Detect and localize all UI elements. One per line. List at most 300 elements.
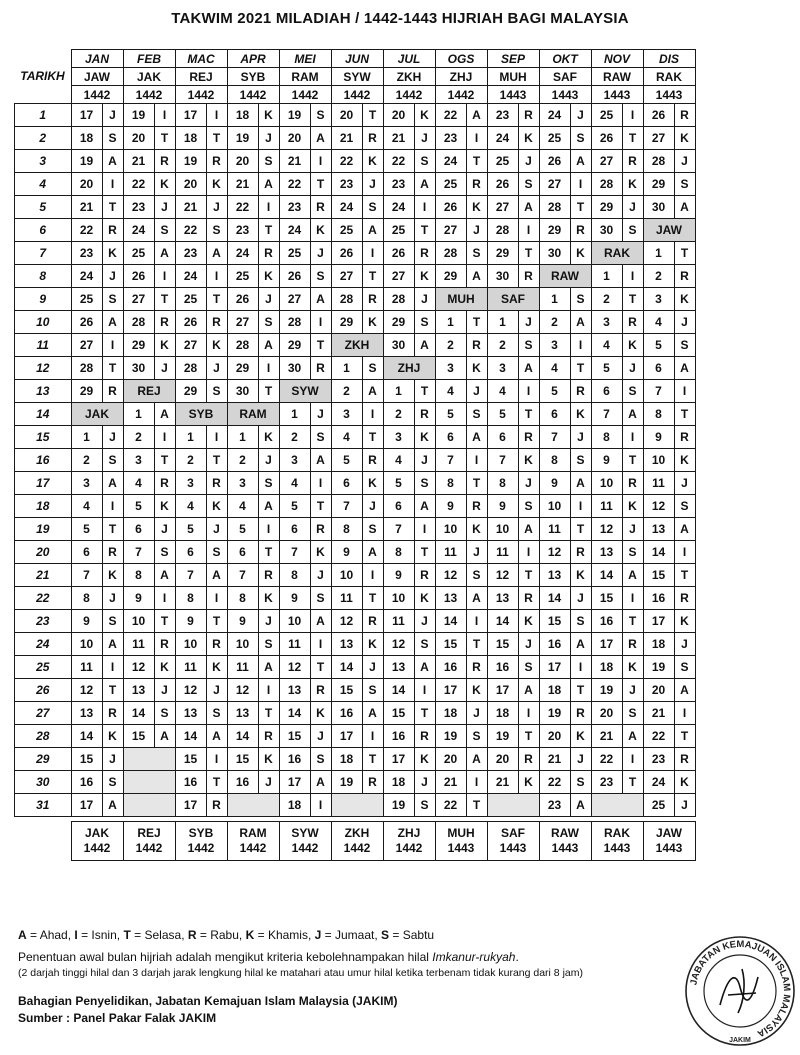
hijri-day-cell: 13 [175, 702, 206, 725]
legend-key: T [123, 928, 131, 942]
hijri-day-cell: 2 [331, 380, 362, 403]
weekday-cell: I [362, 403, 383, 426]
weekday-cell: J [674, 311, 695, 334]
hijri-day-cell: 21 [175, 196, 206, 219]
hijri-day-cell: 2 [279, 426, 310, 449]
legend-text: Khamis [267, 928, 308, 942]
hijri-day-cell: 12 [591, 518, 622, 541]
hijri-day-cell: 21 [643, 702, 674, 725]
hijri-day-cell: 3 [487, 357, 518, 380]
weekday-cell: T [310, 334, 331, 357]
weekday-cell: K [362, 633, 383, 656]
hijri-day-cell: 21 [123, 150, 154, 173]
hijri-day-cell: 15 [279, 725, 310, 748]
hijri-day-cell: 25 [539, 127, 570, 150]
hijri-day-cell: 29 [175, 380, 206, 403]
month-header-mei: MEI [279, 50, 331, 68]
legend-item: I = Isnin [74, 928, 117, 942]
hijri-day-cell: 9 [331, 541, 362, 564]
weekday-cell: S [674, 656, 695, 679]
weekday-cell: I [414, 518, 435, 541]
weekday-cell: J [414, 449, 435, 472]
hijri-day-cell: 16 [383, 725, 414, 748]
footer-month-name: MUH [447, 826, 475, 840]
hijri-day-cell: 24 [71, 265, 102, 288]
footer-month-cell [539, 822, 591, 861]
hijri-day-cell: 26 [71, 311, 102, 334]
hijri-day-cell: 15 [539, 610, 570, 633]
weekday-cell: A [310, 771, 331, 794]
weekday-cell: T [466, 794, 487, 817]
new-month-marker: JAW [643, 219, 695, 242]
criteria-term: Imkanur-rukyah [432, 950, 516, 964]
footer-month-year: 1442 [83, 841, 111, 855]
hijri-year-header: 1442 [331, 86, 383, 104]
hijri-day-cell: 2 [643, 265, 674, 288]
weekday-cell: T [206, 610, 227, 633]
weekday-cell: R [570, 219, 591, 242]
hijri-day-cell: 26 [227, 288, 258, 311]
weekday-cell: K [310, 541, 331, 564]
weekday-cell: S [310, 104, 331, 127]
weekday-cell: S [466, 242, 487, 265]
hijri-day-cell: 6 [331, 472, 362, 495]
hijri-day-cell: 10 [71, 633, 102, 656]
date-cell: 13 [15, 380, 72, 403]
new-month-marker: ZKH [331, 334, 383, 357]
weekday-cell: K [362, 472, 383, 495]
hijri-day-cell: 14 [487, 610, 518, 633]
weekday-cell: I [206, 587, 227, 610]
weekday-cell: K [674, 288, 695, 311]
weekday-cell: K [674, 771, 695, 794]
weekday-cell: A [518, 196, 539, 219]
hijri-day-cell: 29 [539, 219, 570, 242]
weekday-cell: S [466, 725, 487, 748]
table-row [15, 311, 696, 334]
weekday-cell: I [154, 587, 175, 610]
date-cell: 5 [15, 196, 72, 219]
legend-key: R [187, 928, 197, 942]
hijri-day-cell: 25 [383, 219, 414, 242]
legend-key: I [74, 928, 78, 942]
hijri-day-cell: 15 [175, 748, 206, 771]
weekday-cell: R [518, 265, 539, 288]
weekday-cell: T [206, 771, 227, 794]
hijri-day-cell: 18 [435, 702, 466, 725]
hijri-day-cell: 4 [383, 449, 414, 472]
hijri-day-cell: 22 [331, 150, 362, 173]
hijri-day-cell: 1 [539, 288, 570, 311]
weekday-cell: K [414, 748, 435, 771]
date-cell: 3 [15, 150, 72, 173]
hijri-day-cell: 23 [331, 173, 362, 196]
weekday-cell: R [362, 288, 383, 311]
new-month-marker: MUH [435, 288, 487, 311]
hijri-day-cell: 2 [539, 311, 570, 334]
hijri-day-cell: 4 [227, 495, 258, 518]
hijri-day-cell: 11 [643, 472, 674, 495]
weekday-cell: T [466, 633, 487, 656]
weekday-cell: S [362, 518, 383, 541]
weekday-cell: R [362, 771, 383, 794]
hijri-day-cell: 25 [123, 242, 154, 265]
hijri-day-cell: 1 [331, 357, 362, 380]
hijri-day-cell: 15 [331, 679, 362, 702]
weekday-cell: T [362, 104, 383, 127]
weekday-cell: R [622, 472, 643, 495]
hijri-day-cell: 21 [383, 127, 414, 150]
footer-month-name: SAF [501, 826, 525, 840]
weekday-cell: J [154, 518, 175, 541]
weekday-cell: J [206, 518, 227, 541]
empty-cell [487, 794, 539, 817]
weekday-cell: A [258, 656, 279, 679]
hijri-day-cell: 18 [71, 127, 102, 150]
date-cell: 23 [15, 610, 72, 633]
hijri-day-cell: 28 [435, 242, 466, 265]
seal-ring-text: JABATAN KEMAJUAN ISLAM MALAYSIA [688, 938, 793, 1039]
hijri-day-cell: 11 [279, 633, 310, 656]
weekday-cell: A [206, 725, 227, 748]
weekday-cell: T [206, 449, 227, 472]
hijri-day-cell: 14 [383, 679, 414, 702]
hijri-day-cell: 12 [331, 610, 362, 633]
hijri-day-cell: 10 [279, 610, 310, 633]
footer-month-name: ZHJ [397, 826, 421, 840]
weekday-cell: I [570, 656, 591, 679]
hijri-day-cell: 12 [383, 633, 414, 656]
hijri-day-cell: 29 [227, 357, 258, 380]
weekday-cell: R [518, 587, 539, 610]
hijri-day-cell: 7 [123, 541, 154, 564]
hijri-day-cell: 10 [591, 472, 622, 495]
hijri-day-cell: 20 [123, 127, 154, 150]
legend-key: J [314, 928, 322, 942]
weekday-cell: J [102, 748, 123, 771]
weekday-cell: K [674, 127, 695, 150]
hijri-year-header: 1442 [71, 86, 123, 104]
weekday-cell: A [570, 311, 591, 334]
weekday-cell: S [310, 265, 331, 288]
weekday-cell: R [154, 633, 175, 656]
legend-item: T = Selasa [123, 928, 182, 942]
weekday-cell: I [258, 357, 279, 380]
hijri-day-cell: 8 [175, 587, 206, 610]
weekday-cell: T [466, 150, 487, 173]
weekday-cell: I [206, 265, 227, 288]
hijri-day-cell: 2 [435, 334, 466, 357]
hijri-day-cell: 7 [591, 403, 622, 426]
hijri-day-cell: 10 [175, 633, 206, 656]
weekday-cell: T [518, 564, 539, 587]
hijri-day-cell: 1 [487, 311, 518, 334]
hijri-day-cell: 2 [227, 449, 258, 472]
weekday-cell: T [206, 288, 227, 311]
hijri-day-cell: 22 [591, 748, 622, 771]
hijri-day-cell: 27 [227, 311, 258, 334]
weekday-cell: J [414, 610, 435, 633]
weekday-legend: A = Ahad, I = Isnin, T = Selasa, R = Rabu, K = Khamis, J = Jumaat, S = Sabtu [18, 928, 435, 942]
weekday-cell: R [310, 196, 331, 219]
weekday-cell: I [102, 495, 123, 518]
weekday-cell: I [466, 449, 487, 472]
hijri-month-header: RAM [279, 68, 331, 86]
weekday-cell: I [102, 656, 123, 679]
hijri-day-cell: 26 [435, 196, 466, 219]
hijri-day-cell: 28 [331, 288, 362, 311]
weekday-cell: T [258, 541, 279, 564]
hijri-day-cell: 3 [331, 403, 362, 426]
hijri-day-cell: 1 [123, 403, 154, 426]
weekday-cell: A [258, 334, 279, 357]
hijri-day-cell: 1 [591, 265, 622, 288]
date-cell: 9 [15, 288, 72, 311]
hijri-day-cell: 6 [71, 541, 102, 564]
weekday-cell: S [206, 219, 227, 242]
weekday-cell: J [258, 449, 279, 472]
empty-cell [123, 794, 175, 817]
weekday-cell: J [674, 150, 695, 173]
legend-item: R = Rabu [187, 928, 239, 942]
hijri-day-cell: 8 [539, 449, 570, 472]
hijri-day-cell: 21 [279, 150, 310, 173]
weekday-cell: A [518, 518, 539, 541]
hijri-day-cell: 15 [71, 748, 102, 771]
footer-month-year: 1442 [395, 841, 423, 855]
date-cell: 14 [15, 403, 72, 426]
footer-month-year: 1442 [187, 841, 215, 855]
hijri-day-cell: 19 [591, 679, 622, 702]
table-row [15, 656, 696, 679]
hijri-day-cell: 7 [487, 449, 518, 472]
hijri-day-cell: 15 [123, 725, 154, 748]
weekday-cell: I [622, 426, 643, 449]
weekday-cell: J [258, 771, 279, 794]
hijri-day-cell: 6 [643, 357, 674, 380]
weekday-cell: S [258, 311, 279, 334]
weekday-cell: R [310, 679, 331, 702]
hijri-day-cell: 22 [643, 725, 674, 748]
hijri-day-cell: 19 [643, 656, 674, 679]
hijri-day-cell: 14 [539, 587, 570, 610]
weekday-cell: S [518, 173, 539, 196]
weekday-cell: K [258, 587, 279, 610]
hijri-day-cell: 5 [539, 380, 570, 403]
hijri-year-header: 1442 [383, 86, 435, 104]
hijri-day-cell: 11 [435, 541, 466, 564]
date-cell: 10 [15, 311, 72, 334]
hijri-day-cell: 22 [435, 794, 466, 817]
weekday-cell: T [570, 679, 591, 702]
weekday-cell: J [258, 288, 279, 311]
hijri-day-cell: 3 [435, 357, 466, 380]
hijri-day-cell: 19 [279, 104, 310, 127]
weekday-cell: J [102, 265, 123, 288]
weekday-cell: J [206, 196, 227, 219]
page-title: TAKWIM 2021 MILADIAH / 1442-1443 HIJRIAH BAGI MALAYSIA [171, 10, 629, 27]
weekday-cell: S [154, 702, 175, 725]
hijri-day-cell: 9 [539, 472, 570, 495]
weekday-cell: R [362, 610, 383, 633]
hijri-day-cell: 7 [539, 426, 570, 449]
hijri-day-cell: 19 [331, 771, 362, 794]
hijri-day-cell: 5 [227, 518, 258, 541]
weekday-cell: S [258, 150, 279, 173]
weekday-cell: A [466, 426, 487, 449]
hijri-day-cell: 2 [123, 426, 154, 449]
hijri-day-cell: 19 [71, 150, 102, 173]
weekday-cell: R [102, 380, 123, 403]
date-cell: 11 [15, 334, 72, 357]
hijri-day-cell: 1 [643, 242, 674, 265]
hijri-day-cell: 7 [175, 564, 206, 587]
weekday-cell: R [674, 426, 695, 449]
hijri-day-cell: 4 [331, 426, 362, 449]
month-header-jun: JUN [331, 50, 383, 68]
hijri-day-cell: 23 [123, 196, 154, 219]
weekday-cell: T [518, 725, 539, 748]
weekday-cell: S [362, 679, 383, 702]
hijri-day-cell: 10 [383, 587, 414, 610]
weekday-cell: A [154, 403, 175, 426]
hijri-day-cell: 9 [227, 610, 258, 633]
weekday-cell: S [570, 127, 591, 150]
weekday-cell: R [466, 656, 487, 679]
weekday-cell: I [102, 173, 123, 196]
weekday-cell: R [674, 265, 695, 288]
legend-key: A [18, 928, 27, 942]
hijri-day-cell: 27 [435, 219, 466, 242]
hijri-day-cell: 7 [279, 541, 310, 564]
hijri-day-cell: 6 [123, 518, 154, 541]
weekday-cell: S [674, 495, 695, 518]
weekday-cell: K [206, 334, 227, 357]
hijri-day-cell: 20 [331, 104, 362, 127]
weekday-cell: K [674, 610, 695, 633]
hijri-day-cell: 10 [643, 449, 674, 472]
hijri-day-cell: 24 [643, 771, 674, 794]
weekday-cell: R [102, 541, 123, 564]
weekday-cell: R [414, 403, 435, 426]
weekday-cell: T [674, 725, 695, 748]
hijri-day-cell: 30 [279, 357, 310, 380]
weekday-cell: J [414, 288, 435, 311]
tarikh-header: TARIKH [15, 50, 72, 104]
weekday-cell: S [414, 311, 435, 334]
weekday-cell: I [518, 219, 539, 242]
weekday-cell: A [466, 104, 487, 127]
hijri-day-cell: 28 [175, 357, 206, 380]
new-month-marker: SAF [487, 288, 539, 311]
weekday-cell: T [414, 541, 435, 564]
weekday-cell: J [206, 357, 227, 380]
hijri-day-cell: 27 [279, 288, 310, 311]
weekday-cell: I [518, 380, 539, 403]
weekday-cell: T [674, 564, 695, 587]
hijri-day-cell: 23 [539, 794, 570, 817]
hijri-day-cell: 20 [71, 173, 102, 196]
hijri-day-cell: 14 [279, 702, 310, 725]
weekday-cell: A [674, 518, 695, 541]
hijri-day-cell: 27 [175, 334, 206, 357]
hijri-day-cell: 17 [383, 748, 414, 771]
legend-text: Selasa [144, 928, 182, 942]
hijri-day-cell: 18 [539, 679, 570, 702]
weekday-cell: K [206, 173, 227, 196]
hijri-day-cell: 10 [227, 633, 258, 656]
legend-text: Sabtu [402, 928, 435, 942]
date-cell: 18 [15, 495, 72, 518]
hijri-day-cell: 8 [71, 587, 102, 610]
hijri-day-cell: 24 [539, 104, 570, 127]
weekday-cell: A [674, 679, 695, 702]
hijri-day-cell: 17 [71, 794, 102, 817]
hijri-day-cell: 7 [435, 449, 466, 472]
hijri-day-cell: 26 [487, 173, 518, 196]
weekday-cell: I [518, 702, 539, 725]
weekday-cell: A [466, 265, 487, 288]
hijri-day-cell: 25 [643, 794, 674, 817]
hijri-day-cell: 18 [643, 633, 674, 656]
hijri-day-cell: 15 [227, 748, 258, 771]
hijri-day-cell: 6 [539, 403, 570, 426]
hijri-day-cell: 19 [383, 794, 414, 817]
weekday-cell: J [622, 357, 643, 380]
weekday-cell: T [466, 311, 487, 334]
hijri-day-cell: 16 [539, 633, 570, 656]
weekday-cell: I [258, 518, 279, 541]
weekday-cell: K [102, 725, 123, 748]
hijri-day-cell: 4 [539, 357, 570, 380]
hijri-day-cell: 17 [643, 610, 674, 633]
weekday-cell: I [362, 242, 383, 265]
weekday-cell: K [414, 587, 435, 610]
hijri-day-cell: 28 [123, 311, 154, 334]
hijri-day-cell: 17 [175, 794, 206, 817]
hijri-day-cell: 11 [487, 541, 518, 564]
table-row [15, 518, 696, 541]
weekday-cell: A [622, 725, 643, 748]
weekday-cell: S [102, 449, 123, 472]
hijri-day-cell: 25 [71, 288, 102, 311]
weekday-cell: I [310, 311, 331, 334]
table-row [15, 633, 696, 656]
weekday-cell: T [154, 127, 175, 150]
hijri-day-cell: 18 [279, 794, 310, 817]
date-cell: 27 [15, 702, 72, 725]
date-cell: 16 [15, 449, 72, 472]
weekday-cell: J [414, 127, 435, 150]
month-header-mac: MAC [175, 50, 227, 68]
weekday-cell: R [674, 104, 695, 127]
hijri-day-cell: 7 [71, 564, 102, 587]
organization-name: Bahagian Penyelidikan, Jabatan Kemajuan Islam Malaysia (JAKIM) [18, 994, 398, 1008]
hijri-day-cell: 6 [279, 518, 310, 541]
hijri-day-cell: 24 [487, 127, 518, 150]
weekday-cell: T [622, 127, 643, 150]
weekday-cell: R [258, 242, 279, 265]
hijri-day-cell: 16 [279, 748, 310, 771]
weekday-cell: J [310, 403, 331, 426]
hijri-day-cell: 23 [643, 748, 674, 771]
weekday-cell: S [206, 380, 227, 403]
weekday-cell: R [622, 633, 643, 656]
table-row [15, 265, 696, 288]
hijri-day-cell: 27 [331, 265, 362, 288]
hijri-day-cell: 27 [591, 150, 622, 173]
hijri-day-cell: 12 [123, 656, 154, 679]
